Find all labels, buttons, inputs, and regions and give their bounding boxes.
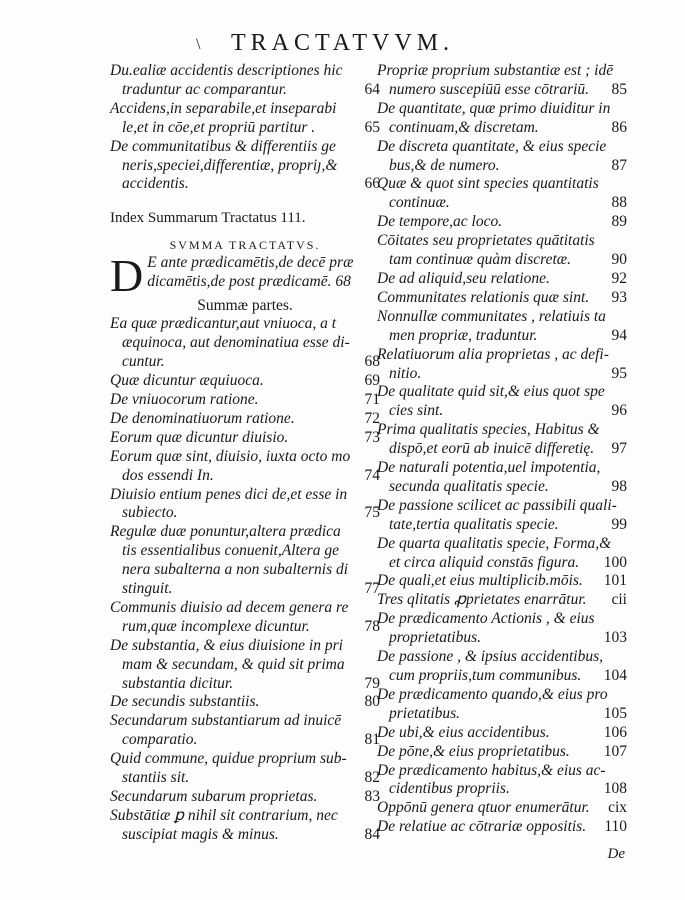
index-entry: [377, 610, 627, 648]
entry-line: continuam,& discretam.: [389, 118, 539, 136]
entry-line: De vniuocorum ratione.: [110, 390, 259, 408]
entry-line: De secundis substantiis.: [110, 693, 260, 711]
drop-cap: D: [110, 250, 144, 302]
entry-line: neris,speciei,differentiæ, propriȷ,&: [122, 156, 338, 174]
index-entry: [110, 693, 380, 712]
entry-line: De communitatibus & differentiis ge: [110, 137, 336, 155]
entry-line: substantia dicitur.: [122, 674, 234, 692]
entry-line: De qualitate quid sit,& eius quot spe: [377, 383, 605, 401]
index-entry: [110, 637, 380, 694]
entry-line: nitio.: [389, 364, 422, 382]
entry-line: numero suscepiūū esse cōtrariū.: [389, 80, 590, 98]
entry-line: Regulæ duæ ponuntur,altera prædica: [110, 523, 341, 541]
running-header: TRACTATVVM.: [230, 30, 455, 56]
entry-line: tam continuæ quàm discretæ.: [389, 251, 571, 269]
page-number: 68: [364, 353, 380, 371]
entry-line: secunda qualitatis specie.: [389, 477, 549, 495]
index-entry: [377, 724, 627, 743]
entry-line: De quali,et eius multiplicib.mōis.: [377, 572, 583, 590]
index-entry: [110, 100, 380, 138]
entry-line: continuæ.: [389, 194, 450, 212]
index-entry: [377, 213, 627, 232]
entry-line: De quantitate, quæ primo diuiditur in: [377, 99, 611, 117]
page-number: 75: [364, 504, 380, 522]
entry-line: De naturali potentia,uel impotentia,: [377, 459, 601, 477]
entry-line: dispō,et eorū ab inuicē differetię.: [389, 440, 595, 458]
entry-line: et circa aliquid constās figura.: [389, 553, 580, 571]
left-top-entries: [110, 62, 380, 194]
page-number: 82: [364, 769, 380, 787]
index-entry: [377, 762, 627, 800]
page-number: 65: [364, 118, 380, 136]
page-number: 81: [364, 731, 380, 749]
entry-line: Communitates relationis quæ sint.: [377, 288, 590, 306]
entry-line: Nonnullæ communitates , relatiuis ta: [377, 307, 606, 325]
page-number: 66: [364, 175, 380, 193]
left-column: [110, 62, 380, 845]
page-number: 101: [603, 572, 627, 590]
entry-line: cuntur.: [122, 353, 165, 371]
entry-line: De prædicamento Actionis , & eius: [377, 610, 595, 628]
index-entry: [377, 100, 627, 138]
entry-line: comparatio.: [122, 731, 198, 749]
page-number: 86: [611, 118, 627, 136]
index-entry: [110, 523, 380, 599]
entry-line: Oppōnū genera qtuor enumerātur.: [377, 799, 590, 817]
index-entry: [377, 308, 627, 346]
entry-line: dos essendi In.: [122, 466, 214, 484]
entry-line: Propriæ proprium substantiæ est ; idē: [377, 62, 614, 79]
entry-line: cum propriis,tum communibus.: [389, 667, 582, 684]
page-number: 110: [604, 818, 627, 836]
page-number: 78: [364, 617, 380, 635]
index-entry: [377, 421, 627, 459]
index-entry: [110, 750, 380, 788]
index-entry: [110, 599, 380, 637]
entry-line: Ea quæ prædicantur,aut vniuoca, a t: [110, 315, 337, 333]
entry-line: Eorum quæ sint, diuisio, iuxta octo mo: [110, 447, 351, 465]
entry-line: le,et in cōe,et propriū partitur .: [122, 118, 316, 136]
page-number: 98: [611, 477, 627, 495]
index-entry: [377, 289, 627, 308]
page-number: cii: [611, 591, 627, 609]
entry-line: Accidens,in separabile,et inseparabi: [110, 99, 337, 117]
page-number: 85: [611, 80, 627, 98]
entry-line: De passione scilicet ac passibili quali-: [377, 496, 617, 514]
page-number: 88: [611, 194, 627, 212]
entry-line: Tres qlitatis ꝓprietates enarrātur.: [377, 591, 587, 609]
entry-line: De relatiue ac cōtrariæ oppositis.: [377, 818, 587, 836]
entry-line: De prædicamento habitus,& eius ac-: [377, 761, 606, 779]
index-entry: [110, 448, 380, 486]
entry-line: tis essentialibus conuenit,Altera ge: [122, 542, 339, 560]
entry-line: traduntur ac comparantur.: [122, 80, 287, 98]
entry-line: Secundarum subarum proprietas.: [110, 788, 318, 805]
index-entry: [377, 346, 627, 384]
index-entry: [377, 270, 627, 289]
page-number: 93: [611, 288, 627, 306]
page-number: 84: [364, 825, 380, 843]
index-entry: [377, 818, 627, 837]
page-number: 87: [611, 156, 627, 174]
page-number: 69: [364, 372, 380, 390]
entry-line: prietatibus.: [389, 704, 461, 722]
entry-line: suscipiat magis & minus.: [122, 825, 279, 843]
page-number: 92: [611, 269, 627, 287]
page-number: 89: [611, 213, 627, 231]
entry-line: subiecto.: [122, 504, 178, 522]
page-number: 104: [603, 667, 627, 684]
entry-line: Substātiæ ꝑ nihil sit contrarium, nec: [110, 806, 338, 824]
entry-line: De tempore,ac loco.: [377, 213, 503, 231]
margin-mark: \: [196, 36, 201, 53]
entry-line: De prædicamento quando,& eius pro: [377, 685, 608, 703]
page-number: 83: [364, 788, 380, 805]
page-number: 106: [603, 723, 627, 741]
index-entry: [110, 486, 380, 524]
right-column: [377, 62, 627, 837]
entry-line: cidentibus propriis.: [389, 780, 510, 798]
entry-line: Secundarum substantiarum ad inuicē: [110, 712, 342, 730]
index-entry: [377, 648, 627, 686]
entry-line: De pōne,& eius proprietatibus.: [377, 742, 570, 760]
page-number: 105: [603, 704, 627, 722]
entry-line: rum,quæ incomplexe dicuntur.: [122, 617, 310, 635]
right-entries: [377, 62, 627, 837]
entry-line: De substantia, & eius diuisione in pri: [110, 636, 343, 654]
entry-line: tate,tertia qualitatis specie.: [389, 515, 559, 533]
page-number: 74: [364, 466, 380, 484]
entry-line: De denominatiuorum ratione.: [110, 409, 295, 427]
entry-line: nera subalterna a non subalternis di: [122, 561, 349, 579]
partes-label: Summæ partes.: [197, 297, 293, 315]
entry-line: Du.ealiæ accidentis descriptiones hic: [110, 62, 343, 79]
entry-line: men propriæ, traduntur.: [389, 326, 538, 344]
page-number: 97: [611, 440, 627, 458]
page-number: 96: [611, 402, 627, 420]
index-entry: [377, 138, 627, 176]
entry-line: De ad aliquid,seu relatione.: [377, 269, 550, 287]
index-entry: [110, 372, 380, 391]
page-number: 80: [364, 693, 380, 711]
first-entry-line-2: dicamētis,de post prædicamē. 68: [147, 273, 351, 291]
index-entry: [110, 429, 380, 448]
index-entry: [377, 743, 627, 762]
left-entries: [110, 315, 380, 844]
index-entry: [377, 686, 627, 724]
page-number: 103: [603, 629, 627, 647]
index-entry: [110, 410, 380, 429]
entry-line: Quid commune, quidue proprium sub-: [110, 750, 347, 768]
page-number: 108: [603, 780, 627, 798]
entry-line: Diuisio entium penes dici de,et esse in: [110, 485, 348, 503]
page-number: 107: [603, 742, 627, 760]
index-entry: [110, 62, 380, 100]
entry-line: accidentis.: [122, 175, 189, 193]
entry-line: æquinoca, aut denominatiua esse di-: [122, 334, 350, 352]
entry-line: cies sint.: [389, 402, 444, 420]
index-entry: [377, 62, 627, 100]
entry-line: Relatiuorum alia proprietas , ac defi-: [377, 345, 609, 363]
entry-line: De discreta quantitate, & eius specie: [377, 137, 607, 155]
first-entry-line-1: E ante prædicamētis,de decē præ: [147, 254, 354, 272]
page-number: cix: [608, 799, 627, 817]
entry-line: bus,& de numero.: [389, 156, 500, 174]
index-entry: [377, 383, 627, 421]
entry-line: proprietatibus.: [389, 629, 482, 647]
entry-line: stinguit.: [122, 580, 173, 598]
entry-line: De passione , & ipsius accidentibus,: [377, 648, 604, 666]
page-number: 100: [603, 553, 627, 571]
index-entry: [377, 535, 627, 573]
page-number: 95: [611, 364, 627, 382]
index-entry: [377, 572, 627, 591]
entry-line: Quæ & quot sint species quantitatis: [377, 175, 599, 193]
page-number: 64: [364, 80, 380, 98]
index-entry: [377, 175, 627, 213]
index-entry: [110, 138, 380, 195]
index-entry: [377, 232, 627, 270]
index-entry: [377, 591, 627, 610]
entry-line: De ubi,& eius accidentibus.: [377, 723, 550, 741]
page-number: 90: [611, 251, 627, 269]
index-entry: [110, 391, 380, 410]
page-number: 99: [611, 515, 627, 533]
page-number: 94: [611, 326, 627, 344]
index-entry: [110, 712, 380, 750]
index-entry: [110, 315, 380, 372]
entry-line: Quæ dicuntur æquiuoca.: [110, 372, 264, 390]
entry-line: mam & secundam, & quid sit prima: [122, 655, 345, 673]
index-entry: [377, 459, 627, 497]
entry-line: Prima qualitatis species, Habitus &: [377, 421, 600, 439]
first-entry: [110, 250, 380, 302]
entry-line: stantiis sit.: [122, 769, 190, 787]
entry-line: Cōitates seu proprietates quātitatis: [377, 232, 595, 250]
entry-line: De quarta qualitatis specie, Forma,&: [377, 534, 612, 552]
entry-line: Communis diuisio ad decem genera re: [110, 598, 349, 616]
catchword: De: [607, 846, 625, 862]
page-number: 77: [364, 580, 380, 598]
page-number: 72: [364, 409, 380, 427]
entry-line: Eorum quæ dicuntur diuisio.: [110, 428, 289, 446]
summa-heading: SVMMA TRACTATVS.: [169, 238, 321, 253]
index-entry: [377, 799, 627, 818]
page-number: 79: [364, 674, 380, 692]
page-number: 71: [364, 390, 380, 408]
index-entry: [377, 497, 627, 535]
index-heading: Index Summarum Tractatus 111.: [110, 210, 306, 227]
index-entry: [110, 807, 380, 845]
page-number: 73: [364, 428, 380, 446]
index-entry: [110, 788, 380, 807]
